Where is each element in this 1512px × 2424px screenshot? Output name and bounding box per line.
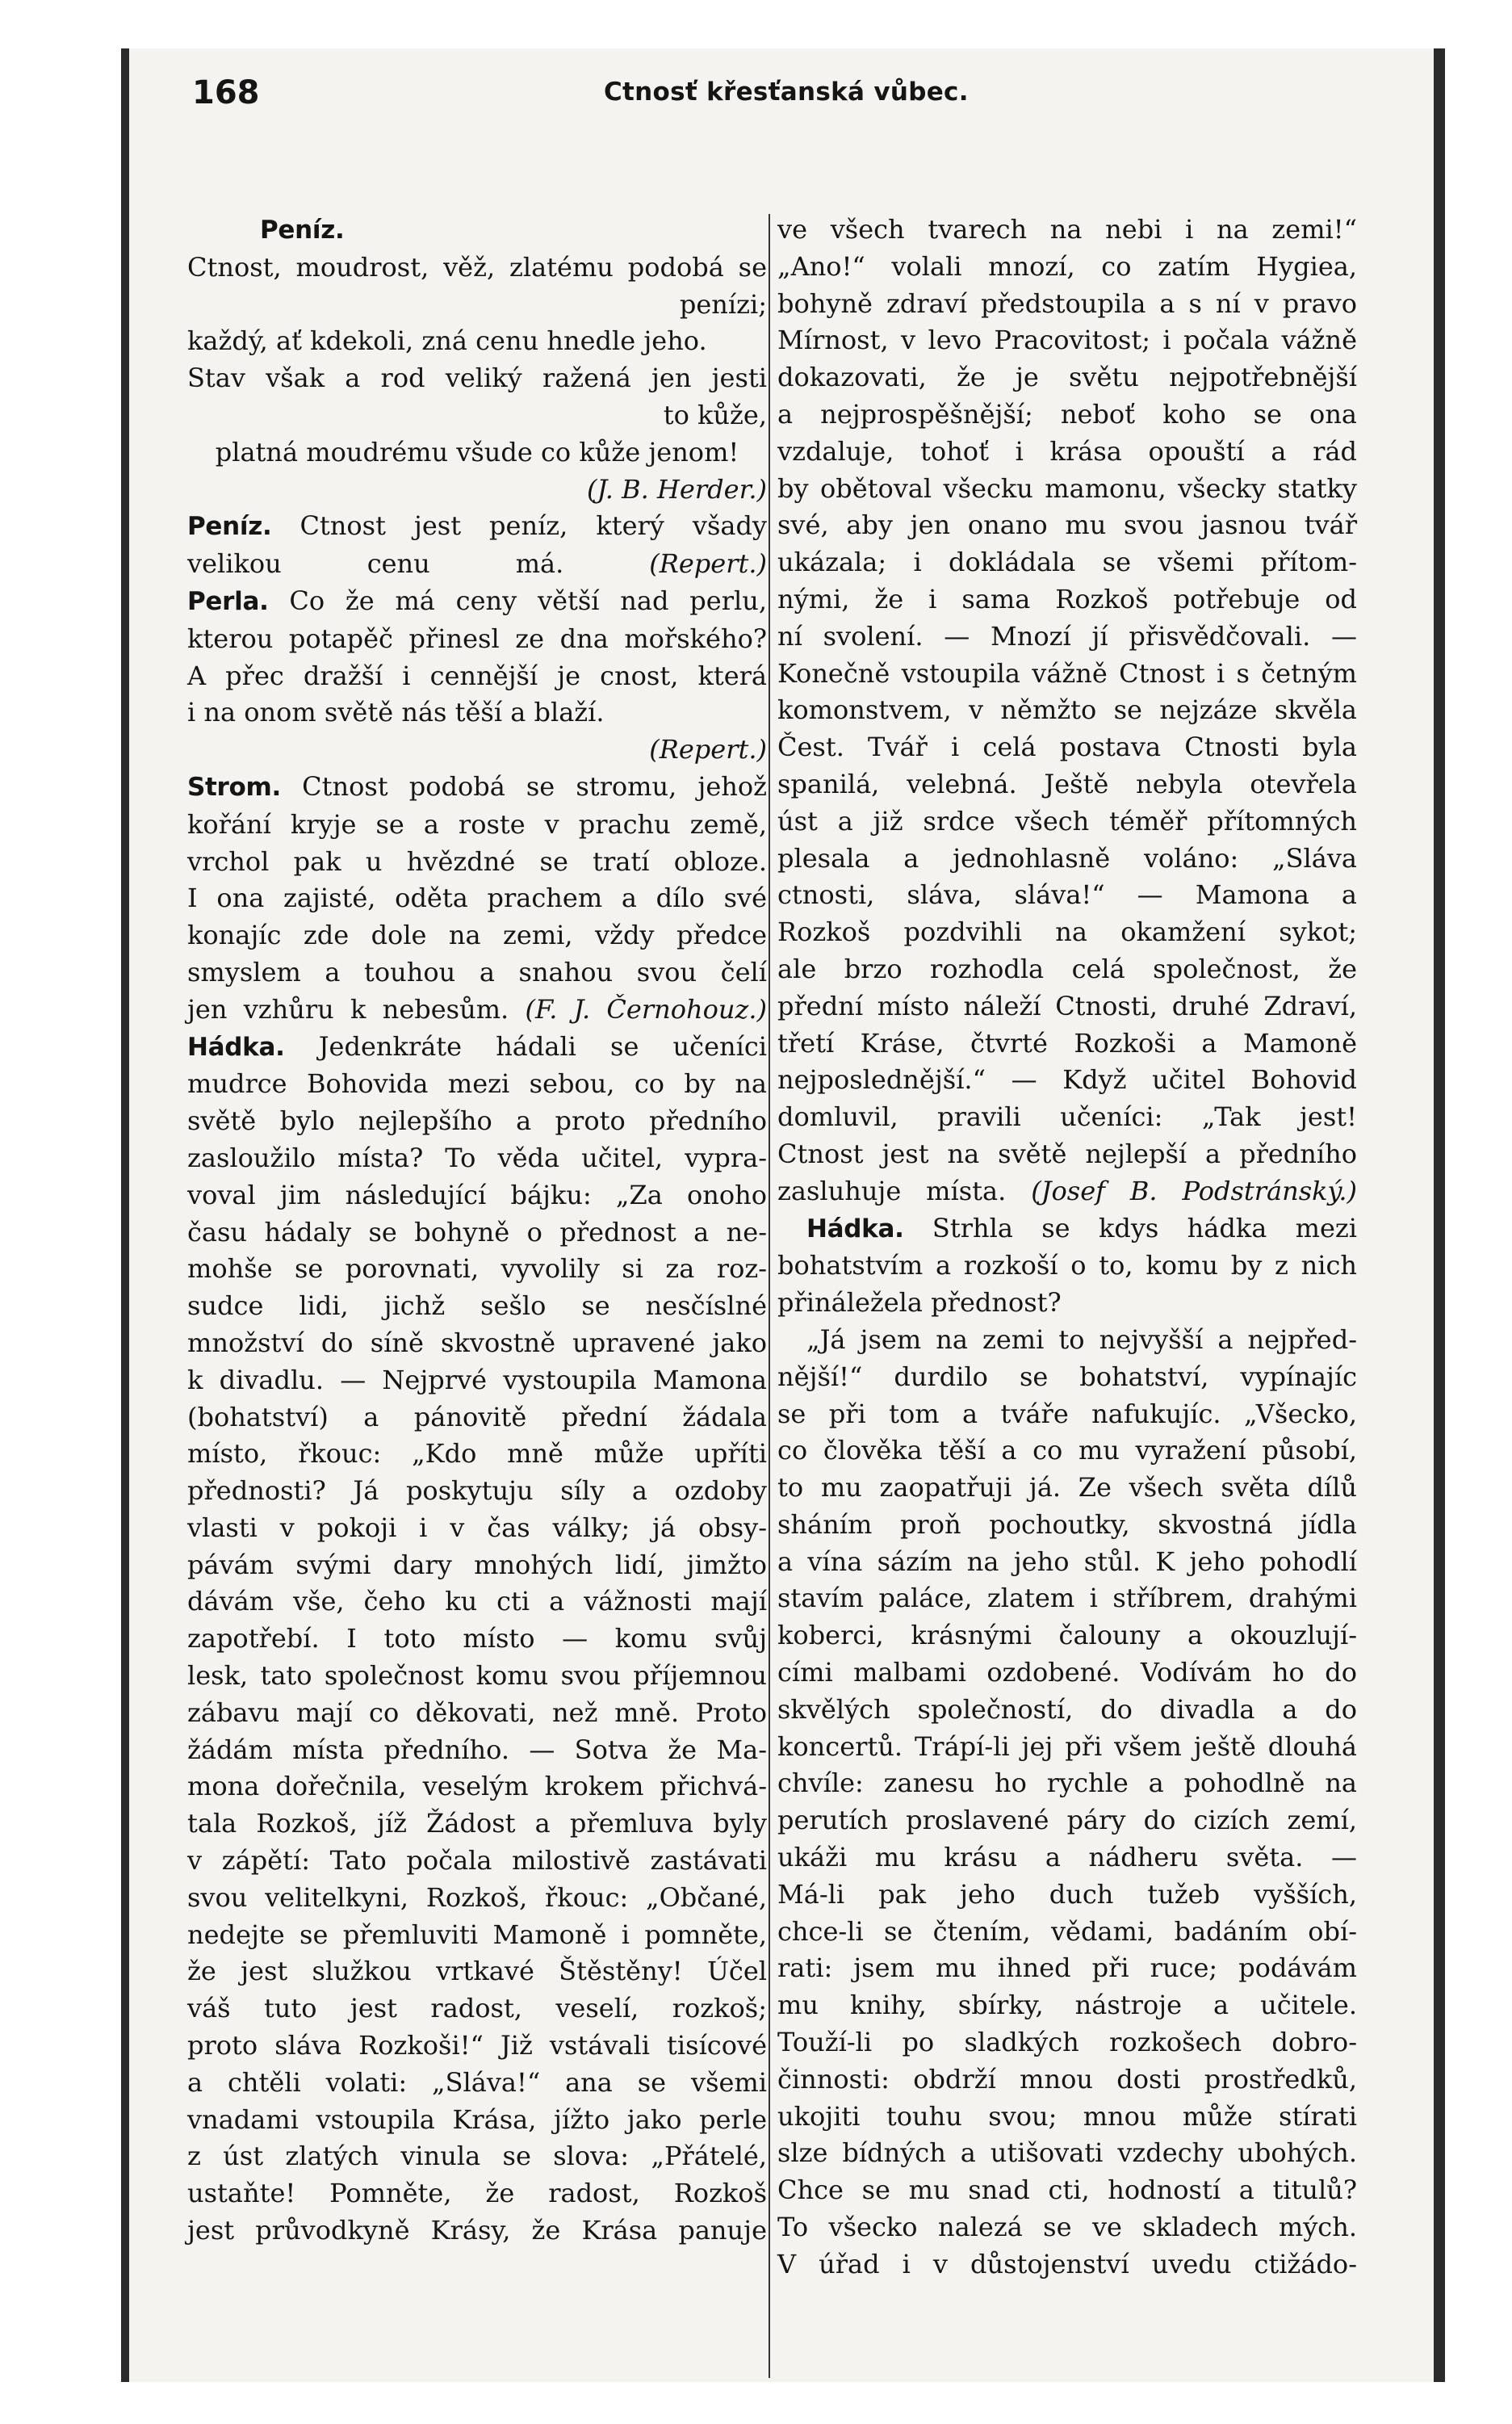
section-heading: Peníz. <box>260 216 345 245</box>
left-column-line: (Repert.) <box>649 734 767 765</box>
right-column-line: nejposlednější.“ — Když učitel Bohovid <box>777 1064 1357 1096</box>
right-column-line: činnosti: obdrží mnou dosti prostředků, <box>777 2063 1357 2095</box>
left-column-line: Ctnost, moudrost, věž, zlatému podobá se <box>187 251 767 283</box>
left-column-line: Hádka. Jedenkráte hádali se učeníci <box>187 1030 767 1062</box>
right-column-line: to mu zaopatřuji já. Ze všech světa dílů <box>777 1472 1357 1503</box>
left-column-line: žádám místa předního. — Sotva že Ma- <box>187 1734 767 1765</box>
left-column-line: v zápětí: Tato počala milostivě zastávati <box>187 1845 767 1877</box>
right-column-line: sháním proň pochoutky, skvostná jídla <box>777 1508 1357 1540</box>
left-column-line: z úst zlatých vinula se slova: „Přátelé, <box>187 2141 767 2172</box>
right-column-body <box>777 212 1357 2284</box>
left-column-line: kořání kryje se a roste v prachu země, <box>187 808 767 840</box>
book-page <box>121 48 1445 2382</box>
left-column-line: velikou cenu má. (Repert.) <box>187 548 767 580</box>
right-column-line: Touží-li po sladkých rozkošech dobro- <box>777 2027 1357 2058</box>
left-column-line: tala Rozkoš, jíž Žádost a přemluva byly <box>187 1808 767 1839</box>
right-column-line: „Já jsem na zemi to nejvyšší a nejpřed- <box>806 1323 1357 1355</box>
page-header <box>192 74 1419 123</box>
right-column-line: koncertů. Trápí-li jej při všem ještě dlouhá <box>777 1730 1357 1762</box>
right-column-line: To všecko nalezá se ve skladech mých. <box>777 2212 1357 2243</box>
right-column-line: své, aby jen onano mu svou jasnou tvář <box>777 510 1357 541</box>
left-column-line: každý, ať kdekoli, zná cenu hnedle jeho. <box>187 325 707 357</box>
right-column-line: komonstvem, v němžto se nejzáze skvěla <box>777 694 1357 726</box>
right-column-line: ctnosti, sláva, sláva!“ — Mamona a <box>777 879 1357 911</box>
left-column-line: zapotřebí. I toto místo — komu svůj <box>187 1623 767 1654</box>
column-divider <box>769 214 770 2378</box>
right-column-line: Má-li pak jeho duch tužeb vyšších, <box>777 1878 1357 1910</box>
right-column-line: zasluhuje místa. (Josef B. Podstránský.) <box>777 1175 1357 1206</box>
left-column-line: vlasti v pokoji i v čas války; já obsy- <box>187 1512 767 1543</box>
right-column <box>777 212 1357 2284</box>
left-column-line: mohše se porovnati, vyvolily si za roz- <box>187 1253 767 1285</box>
left-column-line: konajíc zde dole na zemi, vždy předce <box>187 920 767 951</box>
left-column-line: pávám svými dary mnohých lidí, jimžto <box>187 1549 767 1580</box>
right-column-line: chce-li se čtením, vědami, badáním obí- <box>777 1915 1357 1947</box>
left-column-line: přednosti? Já poskytuju síly a ozdoby <box>187 1475 767 1507</box>
right-column-line: Rozkoš pozdvihli na okamžení sykot; <box>777 916 1357 948</box>
left-column-line: vrchol pak u hvězdné se tratí obloze. <box>187 845 767 877</box>
left-column-line: i na onom světě nás těší a blaží. <box>187 697 605 728</box>
right-column-line: Čest. Tvář i celá postava Ctnosti byla <box>777 732 1357 763</box>
right-column-line: Ctnost jest na světě nejlepší a předního <box>777 1138 1357 1169</box>
right-column-line: ní svolení. — Mnozí jí přisvědčovali. — <box>777 620 1357 652</box>
left-column-line: světě bylo nejlepšího a proto předního <box>187 1105 767 1137</box>
left-column-line: mona dořečnila, veselým krokem přichvá- <box>187 1771 767 1802</box>
left-column-line: proto sláva Rozkoši!“ Již vstávali tisícové <box>187 2030 767 2061</box>
right-column-line: co člověka těší a co mu vyražení působí, <box>777 1435 1357 1466</box>
right-column-line: plesala a jednohlasně voláno: „Sláva <box>777 842 1357 874</box>
left-column-line: váš tuto jest radost, veselí, rozkoš; <box>187 1993 767 2024</box>
right-column-line: domluvil, pravili učeníci: „Tak jest! <box>777 1101 1357 1133</box>
right-column-line: spanilá, velebná. Ještě nebyla otevřela <box>777 768 1357 799</box>
right-column-line: bohatstvím a rozkoší o to, komu by z nich <box>777 1250 1357 1281</box>
left-column-line: A přec dražší i cennější je cnost, která <box>187 660 767 691</box>
right-column-line: slze bídných a utišovati vzdechy ubohých. <box>777 2137 1357 2169</box>
right-column-line: se při tom a tváře nafukujíc. „Všecko, <box>777 1398 1357 1429</box>
right-column-line: ve všech tvarech na nebi i na zemi!“ <box>777 214 1357 245</box>
right-column-line: perutích proslavené páry do cizích zemí, <box>777 1805 1357 1836</box>
right-column-line: Hádka. Strhla se kdys hádka mezi <box>806 1212 1357 1243</box>
left-column-line: penízi; <box>679 288 767 320</box>
right-column-line: Chce se mu snad cti, hodností a titulů? <box>777 2174 1357 2206</box>
right-column-line: Mírnost, v levo Pracovitost; i počala vážně <box>777 325 1357 356</box>
left-column-line: svou velitelkyni, Rozkoš, řkouc: „Občané, <box>187 1881 767 1913</box>
right-column-line: Konečně vstoupila vážně Ctnost i s četným <box>777 657 1357 689</box>
right-column-line: dokazovati, že je světu nejpotřebnější <box>777 362 1357 393</box>
running-title: Ctnosť křesťanská vůbec. <box>604 78 969 107</box>
left-column-line: platná moudrému všude co kůže jenom! <box>215 436 739 468</box>
left-column-line: to kůže, <box>663 399 767 430</box>
left-column-line: vnadami vstoupila Krása, jížto jako perle <box>187 2103 767 2135</box>
right-column-line: by obětoval všecku mamonu, všecky statky <box>777 472 1357 504</box>
right-column-line: vzdaluje, tohoť i krása opouští a rád <box>777 435 1357 467</box>
right-column-line: nými, že i sama Rozkoš potřebuje od <box>777 583 1357 614</box>
left-column-line: k divadlu. — Nejprvé vystoupila Mamona <box>187 1364 767 1395</box>
right-column-line: bohyně zdraví předstoupila a s ní v pravo <box>777 287 1357 319</box>
right-column-line: a nejprospěšnější; neboť koho se ona <box>777 398 1357 430</box>
left-column-line: místo, řkouc: „Kdo mně může upříti <box>187 1438 767 1470</box>
left-column-line: času hádaly se bohyně o přednost a ne- <box>187 1216 767 1248</box>
right-column-line: přední místo náleží Ctnosti, druhé Zdraví, <box>777 990 1357 1021</box>
left-column-line: a chtěli volati: „Sláva!“ ana se všemi <box>187 2066 767 2098</box>
left-column-line: (J. B. Herder.) <box>586 473 767 505</box>
right-column-line: mu knihy, sbírky, nástroje a učitele. <box>777 1990 1357 2021</box>
right-column-line: nější!“ durdilo se bohatství, vypínajíc <box>777 1361 1357 1392</box>
left-column-line: jest průvodkyně Krásy, že Krása panuje <box>187 2215 767 2246</box>
right-column-line: ukázala; i dokládala se všemi přítom- <box>777 547 1357 578</box>
left-column-line: voval jim následující bájku: „Za onoho <box>187 1179 767 1210</box>
right-column-line: skvělých společností, do divadla a do <box>777 1693 1357 1725</box>
right-column-line: V úřad i v důstojenství uvedu ctižádo- <box>777 2248 1357 2279</box>
right-column-line: rati: jsem mu ihned při ruce; podávám <box>777 1952 1357 1984</box>
left-column <box>187 212 767 2250</box>
right-column-line: úst a již srdce všech téměř přítomných <box>777 805 1357 837</box>
left-column-line: mudrce Bohovida mezi sebou, co by na <box>187 1068 767 1100</box>
left-column-line: lesk, tato společnost komu svou příjemnou <box>187 1660 767 1692</box>
left-column-line: nedejte se přemluviti Mamoně i pomněte, <box>187 1919 767 1950</box>
left-column-line: zábavu mají co děkovati, než mně. Proto <box>187 1696 767 1728</box>
left-column-line: Strom. Ctnost podobá se stromu, jehož <box>187 770 767 802</box>
left-column-line: zasloužilo místa? To věda učitel, vypra- <box>187 1142 767 1173</box>
left-column-line: že jest služkou vrtkavé Štěstěny! Účel <box>187 1956 767 1987</box>
right-column-line: ukojiti touhu svou; mnou může stírati <box>777 2100 1357 2132</box>
left-column-line: I ona zajisté, oděta prachem a dílo své <box>187 883 767 914</box>
right-column-line: ukáži mu krásu a nádheru světa. — <box>777 1842 1357 1873</box>
right-column-line: přináležela přednost? <box>777 1287 1062 1319</box>
left-column-line: Peníz. Ctnost jest peníz, který všady <box>187 510 767 542</box>
right-column-line: třetí Kráse, čtvrté Rozkoši a Mamoně <box>777 1027 1357 1059</box>
right-column-line: koberci, krásnými čalouny a okouzlují- <box>777 1620 1357 1651</box>
left-column-line: sudce lidi, jichž sešlo se nesčíslné <box>187 1290 767 1322</box>
left-column-line: ustaňte! Pomněte, že radost, Rozkoš <box>187 2178 767 2209</box>
left-column-body <box>187 250 767 2250</box>
page-number: 168 <box>192 74 260 111</box>
right-column-line: a vína sázím na jeho stůl. K jeho pohodlí <box>777 1545 1357 1577</box>
left-column-line: Stav však a rod veliký ražená jen jesti <box>187 363 767 394</box>
left-column-line: dávám vše, čeho ku cti a vážnosti mají <box>187 1586 767 1617</box>
right-column-line: stavím paláce, zlatem i stříbrem, drahými <box>777 1583 1357 1614</box>
left-column-line: množství do síně skvostně upravené jako <box>187 1327 767 1358</box>
right-column-line: chvíle: zanesu ho rychle a pohodlně na <box>777 1768 1357 1799</box>
right-column-line: ale brzo rozhodla celá společnost, že <box>777 953 1357 984</box>
right-column-line: „Ano!“ volali mnozí, co zatím Hygiea, <box>777 250 1357 282</box>
left-column-line: jen vzhůru k nebesům. (F. J. Černohouz.) <box>187 993 768 1025</box>
left-column-line: Perla. Co že má ceny větší nad perlu, <box>187 585 767 616</box>
right-column-line: cími malbami ozdobené. Vodívám ho do <box>777 1657 1357 1688</box>
left-column-line: (bohatství) a pánovitě přední žádala <box>187 1401 767 1432</box>
left-column-line: smyslem a touhou a snahou svou čelí <box>187 956 767 988</box>
left-column-line: kterou potapěč přinesl ze dna mořského? <box>187 623 767 654</box>
